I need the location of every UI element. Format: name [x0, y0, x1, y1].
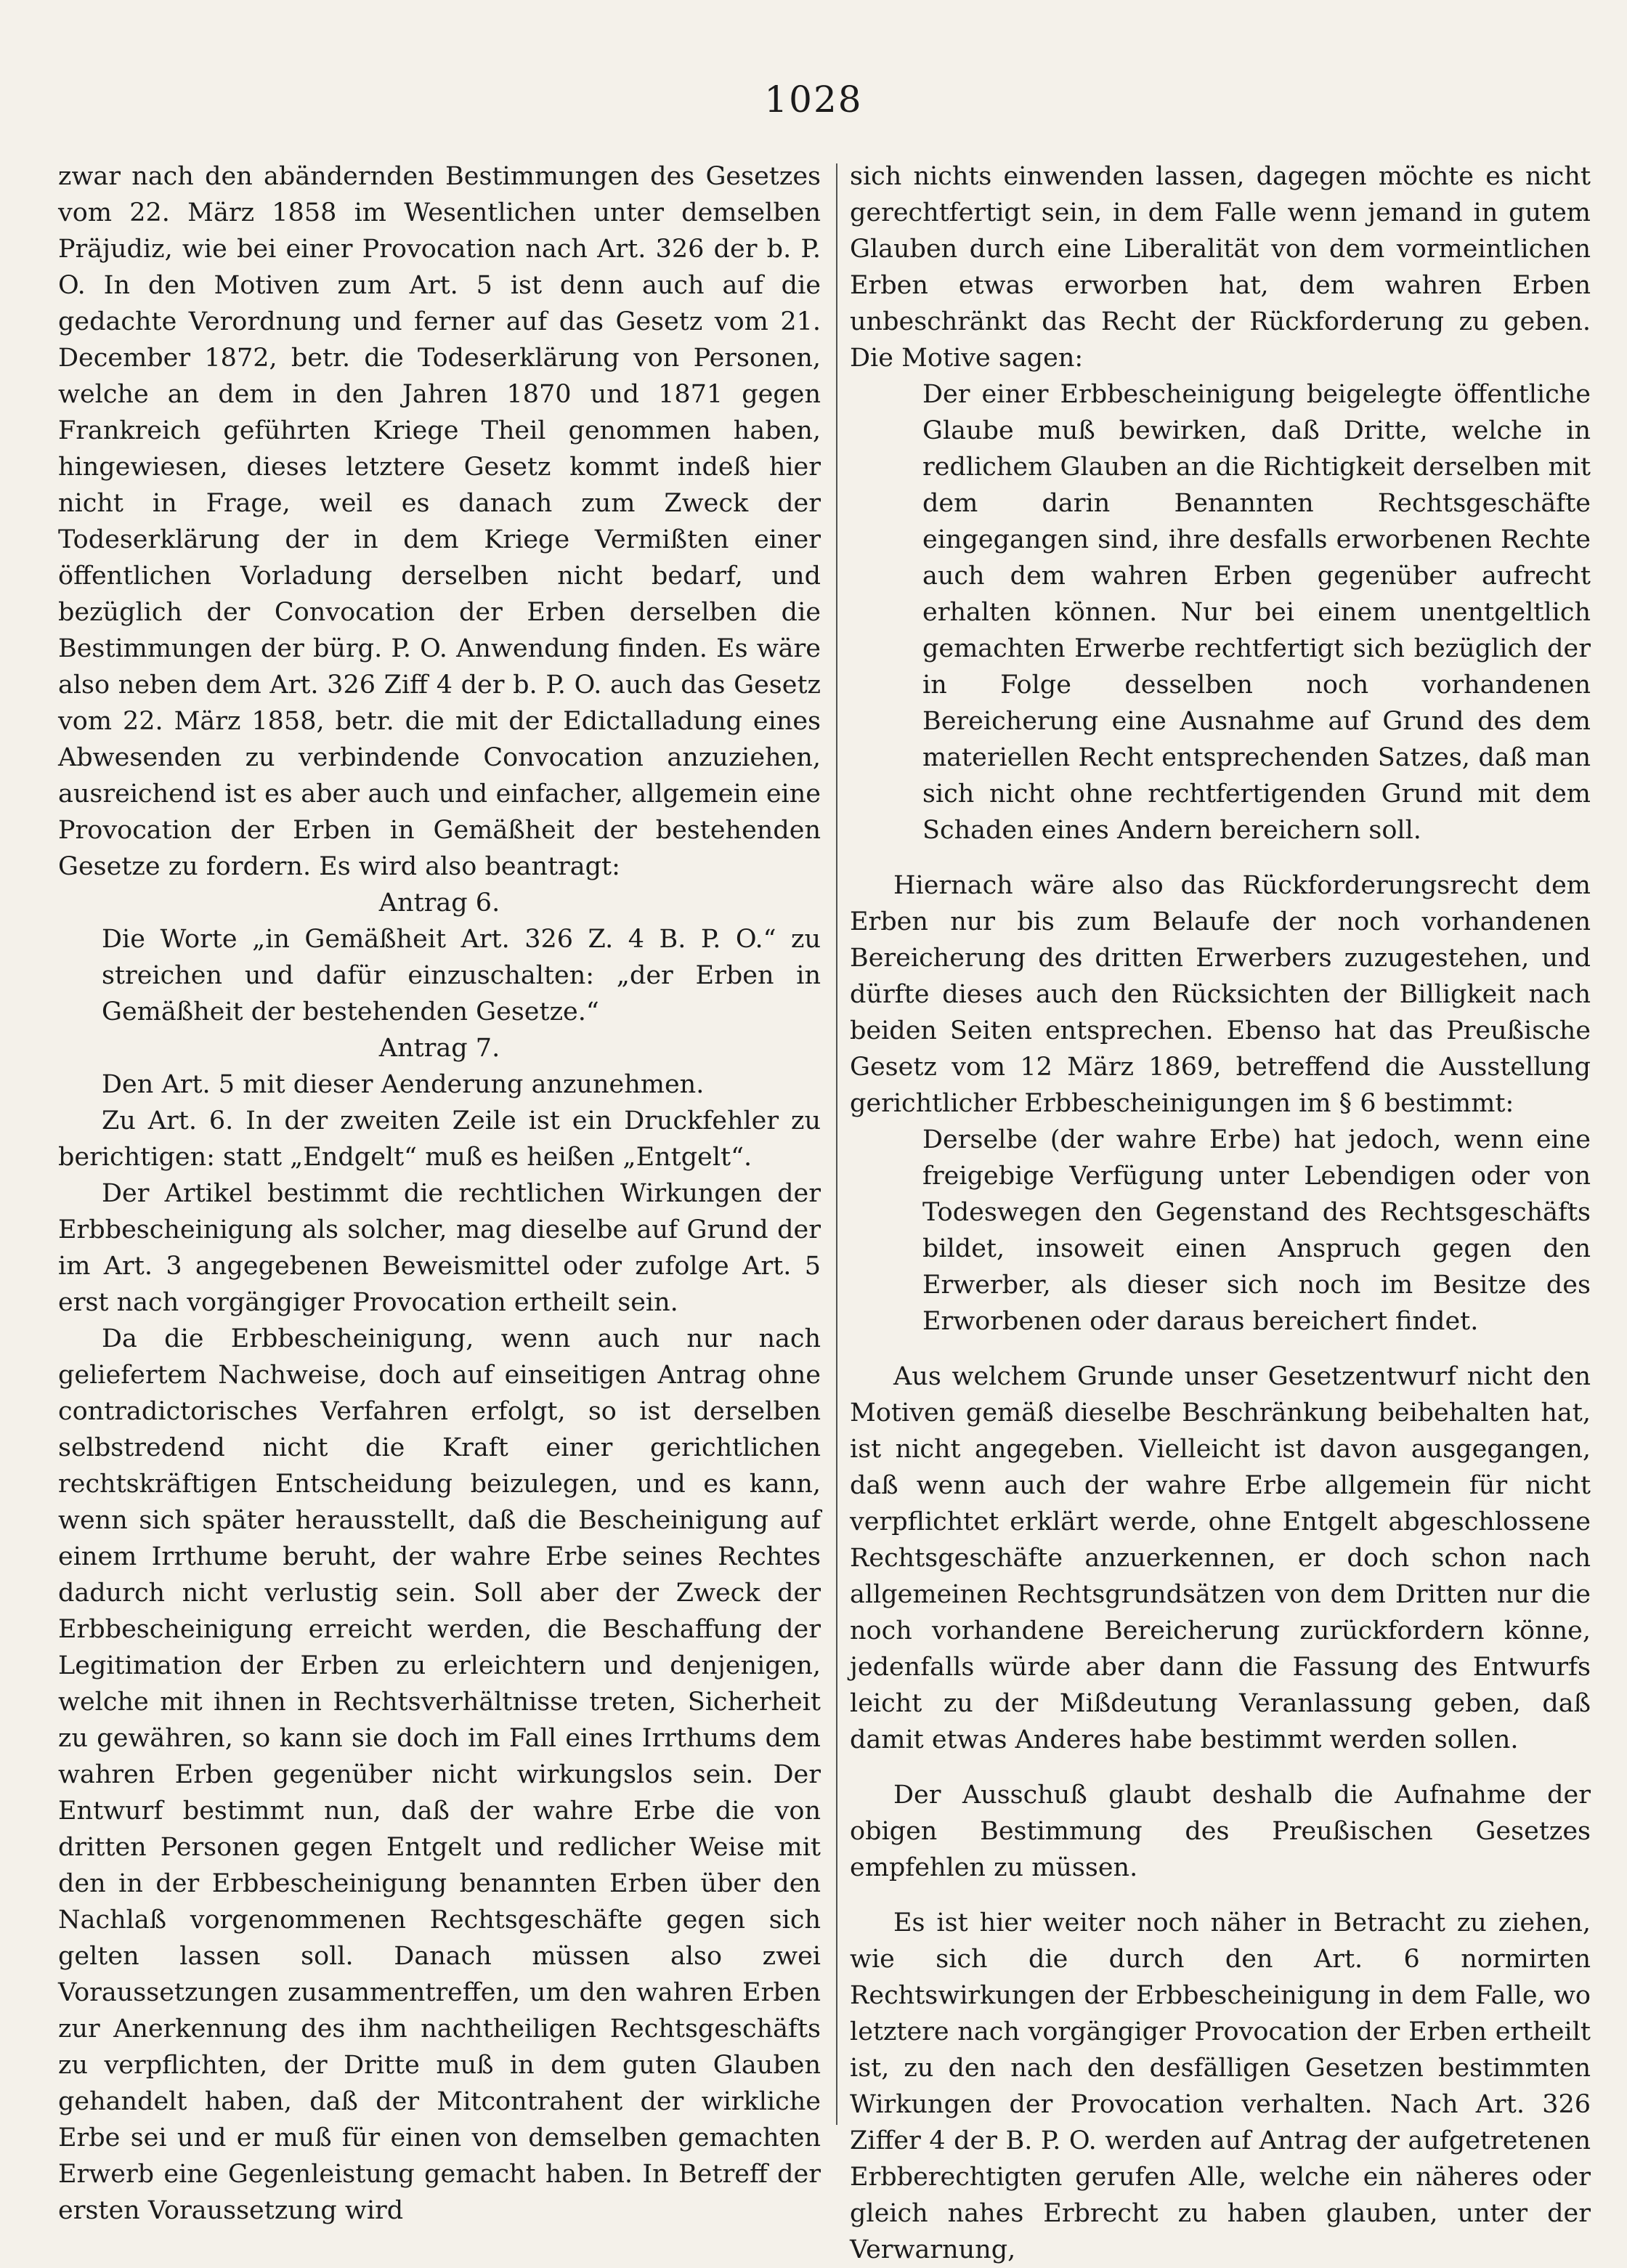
right-column — [850, 158, 1591, 2268]
block-quote: Derselbe (der wahre Erbe) hat jedoch, wenn eine freigebige Verfügung unter Lebendigen oder von Todeswegen den Gegenstand des Rechtsgeschäfts bildet, insoweit einen Anspruch gegen den Erwerber, als dieser sich noch im Besitze des Erworbenen oder daraus bereichert findet. — [922, 1125, 1591, 1336]
page-number: 1028 — [764, 78, 863, 121]
motion-heading: Antrag 6. — [378, 888, 500, 918]
paragraph: Der Artikel bestimmt die rechtlichen Wirkungen der Erbbescheinigung als solcher, mag dieselbe auf Grund der im Art. 3 angegebenen Beweismittel oder zufolge Art. 5 erst nach vorgängiger Provocation ertheilt sein. — [58, 1179, 821, 1317]
paragraph: Der Ausschuß glaubt deshalb die Aufnahme der obigen Bestimmung des Preußischen Gesetzes empfehlen zu müssen. — [850, 1781, 1591, 1882]
motion-text: Die Worte „in Gemäßheit Art. 326 Z. 4 B. P. O.“ zu streichen und dafür einzuschalten: „der Erben in Gemäßheit der bestehenden Gesetze.“ — [102, 925, 821, 1026]
block-quote: Der einer Erbbescheinigung beigelegte öffentliche Glaube muß bewirken, daß Dritte, welche in redlichem Glauben an die Richtigkeit derselben mit dem darin Benannten Rechtsgeschäfte eingegangen sind, ihre desfalls erworbenen Rechte auch dem wahren Erben gegenüber aufrecht erhalten können. Nur bei einem unentgeltlich gemachten Erwerbe rechtfertigt sich bezüglich der in Folge desselben noch vorhandenen Bereicherung eine Ausnahme auf Grund des dem materiellen Recht entsprechenden Satzes, daß man sich nicht ohne rechtfertigenden Grund mit dem Schaden eines Andern bereichern soll. — [922, 380, 1591, 845]
paragraph: Hiernach wäre also das Rückforderungsrecht dem Erben nur bis zum Belaufe der noch vorhandenen Bereicherung des dritten Erwerbers zuzugestehen, und dürfte dieses auch den Rücksichten der Billigkeit nach beiden Seiten entsprechen. Ebenso hat das Preußische Gesetz vom 12 März 1869, betreffend die Ausstellung gerichtlicher Erbbescheinigungen im § 6 bestimmt: — [850, 871, 1591, 1118]
left-column — [58, 158, 821, 2229]
paragraph: Zu Art. 6. In der zweiten Zeile ist ein Druckfehler zu berichtigen: statt „Endgelt“ muß es heißen „Entgelt“. — [58, 1106, 821, 1172]
motion-text: Den Art. 5 mit dieser Aenderung anzunehmen. — [102, 1070, 705, 1099]
paragraph: sich nichts einwenden lassen, dagegen möchte es nicht gerechtfertigt sein, in dem Falle wenn jemand in gutem Glauben durch eine Liberalität von dem vormeintlichen Erben etwas erworben hat, dem wahren Erben unbeschränkt das Recht der Rückforderung zu geben. Die Motive sagen: — [850, 162, 1591, 373]
paragraph: Es ist hier weiter noch näher in Betracht zu ziehen, wie sich die durch den Art. 6 normirten Rechtswirkungen der Erbbescheinigung in dem Falle, wo letztere nach vorgängiger Provocation der Erben ertheilt ist, zu den nach den desfälligen Gesetzen bestimmten Wirkungen der Provocation verhalten. Nach Art. 326 Ziffer 4 der B. P. O. werden auf Antrag der aufgetretenen Erbberechtigten gerufen Alle, welche ein näheres oder gleich nahes Erbrecht zu haben glauben, unter der Verwarnung, — [850, 1908, 1591, 2264]
column-divider — [836, 163, 837, 2125]
motion-heading: Antrag 7. — [378, 1034, 500, 1063]
paragraph: zwar nach den abändernden Bestimmungen des Gesetzes vom 22. März 1858 im Wesentlichen unter demselben Präjudiz, wie bei einer Provocation nach Art. 326 der b. P. O. In den Motiven zum Art. 5 ist denn auch auf die gedachte Verordnung und ferner auf das Gesetz vom 21. December 1872, betr. die Todeserklärung von Personen, welche an dem in den Jahren 1870 und 1871 gegen Frankreich geführten Kriege Theil genommen haben, hingewiesen, dieses letztere Gesetz kommt indeß hier nicht in Frage, weil es danach zum Zweck der Todeserklärung der in dem Kriege Vermißten einer öffentlichen Vorladung derselben nicht bedarf, und bezüglich der Convocation der Erben derselben die Bestimmungen der bürg. P. O. Anwendung finden. Es wäre also neben dem Art. 326 Ziff 4 der b. P. O. auch das Gesetz vom 22. März 1858, betr. die mit der Edictalladung eines Abwesenden zu verbindende Convocation anzuziehen, ausreichend ist es aber auch und einfacher, allgemein eine Provocation der Erben in Gemäßheit der bestehenden Gesetze zu fordern. Es wird also beantragt: — [58, 162, 821, 881]
paragraph: Aus welchem Grunde unser Gesetzentwurf nicht den Motiven gemäß dieselbe Beschränkung beibehalten hat, ist nicht angegeben. Vielleicht ist davon ausgegangen, daß wenn auch der wahre Erbe allgemein für nicht verpflichtet erklärt werde, ohne Entgelt abgeschlossene Rechtsgeschäfte anzuerkennen, er doch schon nach allgemeinen Rechtsgrundsätzen von dem Dritten nur die noch vorhandene Bereicherung zurückfordern könne, jedenfalls würde aber dann die Fassung des Entwurfs leicht zu der Mißdeutung Veranlassung geben, daß damit etwas Anderes habe bestimmt werden sollen. — [850, 1362, 1591, 1754]
paragraph: Da die Erbbescheinigung, wenn auch nur nach geliefertem Nachweise, doch auf einseitigen Antrag ohne contradictorisches Verfahren erfolgt, so ist derselben selbstredend nicht die Kraft einer gerichtlichen rechtskräftigen Entscheidung beizulegen, und es kann, wenn sich später herausstellt, daß die Bescheinigung auf einem Irrthume beruht, der wahre Erbe seines Rechtes dadurch nicht verlustig sein. Soll aber der Zweck der Erbbescheinigung erreicht werden, die Beschaffung der Legitimation der Erben zu erleichtern und denjenigen, welche mit ihnen in Rechtsverhältnisse treten, Sicherheit zu gewähren, so kann sie doch im Fall eines Irrthums dem wahren Erben gegenüber nicht wirkungslos sein. Der Entwurf bestimmt nun, daß der wahre Erbe die von dritten Personen gegen Entgelt und redlicher Weise mit den in der Erbbescheinigung benannten Erben über den Nachlaß vorgenommenen Rechtsgeschäfte gegen sich gelten lassen soll. Danach müssen also zwei Voraussetzungen zusammentreffen, um den wahren Erben zur Anerkennung des ihm nachtheiligen Rechtsgeschäfts zu verpflichten, der Dritte muß in dem guten Glauben gehandelt haben, daß der Mitcontrahent der wirkliche Erbe sei und er muß für einen von demselben gemachten Erwerb eine Gegenleistung gemacht haben. In Betreff der ersten Voraussetzung wird — [58, 1324, 821, 2225]
